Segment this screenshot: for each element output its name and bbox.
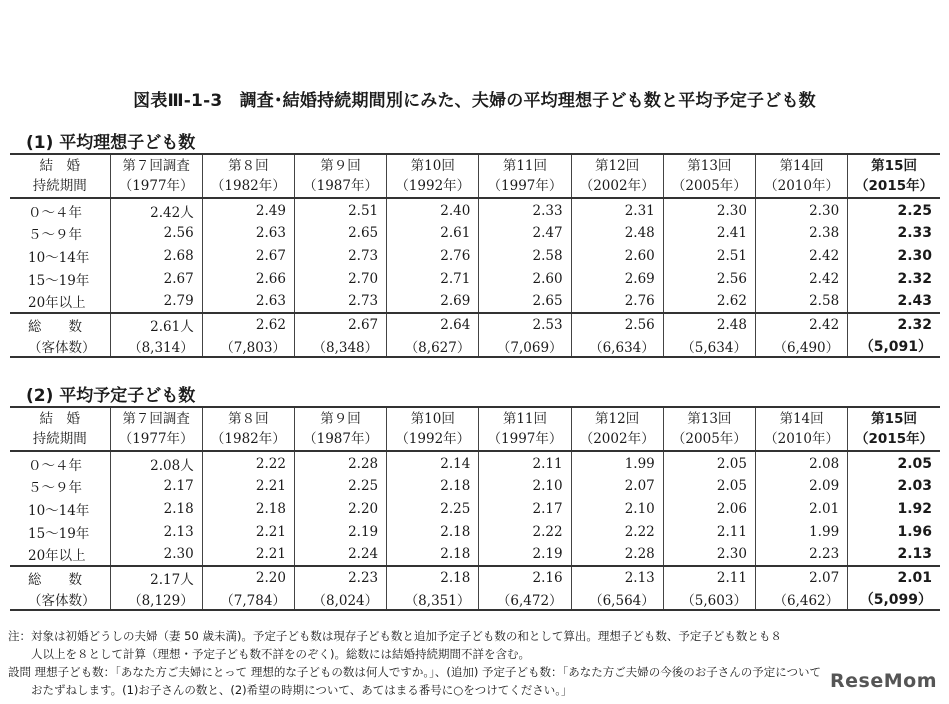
cell-value: （8,129） xyxy=(110,588,202,610)
row-label: 15～19年 xyxy=(28,525,90,542)
header-survey-13: 第13回 （2005年） xyxy=(663,154,755,198)
cell-value: 2.05 xyxy=(663,451,755,474)
cell-value: 2.16 xyxy=(479,566,571,588)
cell-value: （5,603） xyxy=(663,588,755,610)
cell-value: 2.38 xyxy=(755,221,847,244)
cell-value: 2.30 xyxy=(663,198,755,221)
cell-value: 2.62 xyxy=(663,290,755,313)
count-row xyxy=(10,588,940,610)
cell-value: （6,490） xyxy=(755,335,847,357)
header-survey-15: 第15回 （2015年） xyxy=(848,154,940,198)
cell-value: 2.18 xyxy=(387,566,479,588)
cell-value: 2.41 xyxy=(663,221,755,244)
cell-value: 2.05 xyxy=(848,451,940,474)
cell-value: 2.63 xyxy=(202,290,294,313)
row-label: 20年以上 xyxy=(10,290,110,313)
cell-value: （6,472） xyxy=(479,588,571,610)
cell-value: 2.73 xyxy=(294,244,386,267)
cell-value: 2.67 xyxy=(294,313,386,335)
cell-value: 2.06 xyxy=(663,497,755,520)
cell-value: 2.56 xyxy=(571,313,663,335)
cell-value: 2.42 xyxy=(755,313,847,335)
header-survey-12: 第12回 （2002年） xyxy=(571,407,663,451)
cell-value: 2.48 xyxy=(571,221,663,244)
count-row xyxy=(10,335,940,357)
cell-value: 2.42 xyxy=(755,267,847,290)
cell-value: 2.51 xyxy=(663,244,755,267)
cell-value: 2.21 xyxy=(202,543,294,566)
row-label: ５～９年 xyxy=(28,226,82,243)
header-survey-12: 第12回 （2002年） xyxy=(571,154,663,198)
header-survey-7: 第７回調査 （1977年） xyxy=(110,407,202,451)
cell-value: 2.30 xyxy=(848,244,940,267)
row-label: ０～４年 xyxy=(28,205,82,221)
cell-value: 2.76 xyxy=(387,244,479,267)
table-row xyxy=(10,267,940,290)
resemom-logo: ReseMom xyxy=(830,670,937,692)
cell-value: 2.43 xyxy=(848,290,940,313)
header-survey-9: 第９回 （1987年） xyxy=(294,154,386,198)
table-row xyxy=(10,520,940,543)
cell-value: 1.96 xyxy=(848,520,940,543)
cell-value: 2.51 xyxy=(294,198,386,221)
notes xyxy=(8,627,943,699)
table-row xyxy=(10,451,940,474)
cell-value: 2.64 xyxy=(387,313,479,335)
cell-value: （5,099） xyxy=(848,588,940,610)
row-label: 総 数 xyxy=(28,571,82,588)
cell-value: 2.61人 xyxy=(110,313,202,335)
cell-value: （5,091） xyxy=(848,335,940,357)
note-line: おたずねします。(1)お子さんの数と、(2)希望の時期について、あてはまる番号に○をつけてください。」 xyxy=(8,683,573,697)
table-row xyxy=(10,198,940,221)
cell-value: 2.68 xyxy=(110,244,202,267)
cell-value: 2.17人 xyxy=(110,566,202,588)
cell-value: 2.20 xyxy=(294,497,386,520)
cell-value: 2.20 xyxy=(202,566,294,588)
cell-value: 2.18 xyxy=(387,520,479,543)
cell-value: 2.11 xyxy=(663,566,755,588)
cell-value: 2.49 xyxy=(202,198,294,221)
cell-value: 2.13 xyxy=(571,566,663,588)
cell-value: 2.23 xyxy=(755,543,847,566)
header-survey-8: 第８回 （1982年） xyxy=(202,407,294,451)
note-line: 設問 理想子ども数：「あなた方ご夫婦にとって 理想的な子どもの数は何人ですか。」、(追加) 予定子ども数：「あなた方ご夫婦の今後のお子さんの予定について xyxy=(8,665,821,679)
cell-value: 2.69 xyxy=(387,290,479,313)
header-survey-13: 第13回 （2005年） xyxy=(663,407,755,451)
cell-value: （5,634） xyxy=(663,335,755,357)
row-label: 10～14年 xyxy=(28,249,90,266)
cell-value: 2.56 xyxy=(663,267,755,290)
table-row xyxy=(10,244,940,267)
table-row xyxy=(10,474,940,497)
cell-value: 2.09 xyxy=(755,474,847,497)
cell-value: 2.23 xyxy=(294,566,386,588)
cell-value: 2.08人 xyxy=(110,451,202,474)
cell-value: 2.07 xyxy=(755,566,847,588)
table-row xyxy=(10,221,940,244)
header-survey-10: 第10回 （1992年） xyxy=(387,154,479,198)
header-survey-15: 第15回 （2015年） xyxy=(848,407,940,451)
cell-value: （7,069） xyxy=(479,335,571,357)
cell-value: 2.05 xyxy=(663,474,755,497)
row-label: （客体数） xyxy=(10,335,110,357)
cell-value: 2.07 xyxy=(571,474,663,497)
header-survey-11: 第11回 （1997年） xyxy=(479,407,571,451)
cell-value: （8,024） xyxy=(294,588,386,610)
cell-value: 2.08 xyxy=(755,451,847,474)
header-survey-14: 第14回 （2010年） xyxy=(755,154,847,198)
cell-value: 2.22 xyxy=(202,451,294,474)
row-label: ５～９年 xyxy=(28,479,82,496)
cell-value: （6,462） xyxy=(755,588,847,610)
cell-value: 2.18 xyxy=(387,474,479,497)
cell-value: 1.99 xyxy=(571,451,663,474)
header-survey-9: 第９回 （1987年） xyxy=(294,407,386,451)
row-label: （客体数） xyxy=(10,588,110,610)
cell-value: 1.92 xyxy=(848,497,940,520)
cell-value: （8,314） xyxy=(110,335,202,357)
header-survey-14: 第14回 （2010年） xyxy=(755,407,847,451)
figure-title: 図表Ⅲ-1-3 調査･結婚持続期間別にみた、夫婦の平均理想子ども数と平均予定子ども数 xyxy=(133,91,816,111)
table-row xyxy=(10,497,940,520)
cell-value: （8,351） xyxy=(387,588,479,610)
cell-value: 2.18 xyxy=(387,543,479,566)
total-row xyxy=(10,566,940,588)
cell-value: 2.25 xyxy=(294,474,386,497)
cell-value: 2.22 xyxy=(479,520,571,543)
cell-value: 2.32 xyxy=(848,267,940,290)
cell-value: 1.99 xyxy=(755,520,847,543)
header-survey-11: 第11回 （1997年） xyxy=(479,154,571,198)
cell-value: 2.42人 xyxy=(110,198,202,221)
row-label: 15～19年 xyxy=(28,272,90,289)
row-label: 20年以上 xyxy=(10,543,110,566)
cell-value: 2.22 xyxy=(571,520,663,543)
header-marriage-duration: 結 婚 持続期間 xyxy=(10,407,110,451)
cell-value: 2.53 xyxy=(479,313,571,335)
cell-value: 2.76 xyxy=(571,290,663,313)
cell-value: 2.18 xyxy=(110,497,202,520)
cell-value: 2.25 xyxy=(387,497,479,520)
cell-value: 2.67 xyxy=(110,267,202,290)
total-row xyxy=(10,313,940,335)
cell-value: 2.32 xyxy=(848,313,940,335)
table-row xyxy=(10,543,940,566)
cell-value: 2.19 xyxy=(294,520,386,543)
cell-value: （7,803） xyxy=(202,335,294,357)
cell-value: 2.60 xyxy=(479,267,571,290)
cell-value: 2.03 xyxy=(848,474,940,497)
cell-value: 2.33 xyxy=(848,221,940,244)
row-label: ０～４年 xyxy=(28,458,82,474)
cell-value: 2.24 xyxy=(294,543,386,566)
cell-value: 2.30 xyxy=(110,543,202,566)
cell-value: （6,564） xyxy=(571,588,663,610)
cell-value: 2.19 xyxy=(479,543,571,566)
cell-value: 2.42 xyxy=(755,244,847,267)
cell-value: 2.61 xyxy=(387,221,479,244)
cell-value: 2.28 xyxy=(571,543,663,566)
cell-value: 2.17 xyxy=(110,474,202,497)
cell-value: （8,627） xyxy=(387,335,479,357)
cell-value: （6,634） xyxy=(571,335,663,357)
cell-value: 2.25 xyxy=(848,198,940,221)
cell-value: 2.70 xyxy=(294,267,386,290)
cell-value: 2.69 xyxy=(571,267,663,290)
row-label: 総 数 xyxy=(28,318,82,335)
cell-value: 2.18 xyxy=(202,497,294,520)
cell-value: 2.56 xyxy=(110,221,202,244)
cell-value: 2.79 xyxy=(110,290,202,313)
cell-value: 2.58 xyxy=(755,290,847,313)
table-row xyxy=(10,290,940,313)
cell-value: 2.65 xyxy=(294,221,386,244)
cell-value: 2.30 xyxy=(755,198,847,221)
header-survey-8: 第８回 （1982年） xyxy=(202,154,294,198)
cell-value: 2.47 xyxy=(479,221,571,244)
cell-value: 2.67 xyxy=(202,244,294,267)
cell-value: 2.40 xyxy=(387,198,479,221)
cell-value: 2.01 xyxy=(755,497,847,520)
cell-value: 2.21 xyxy=(202,520,294,543)
cell-value: 2.66 xyxy=(202,267,294,290)
cell-value: 2.10 xyxy=(571,497,663,520)
cell-value: 2.13 xyxy=(848,543,940,566)
row-label: 10～14年 xyxy=(28,502,90,519)
planned-children-table xyxy=(10,406,940,611)
cell-value: 2.65 xyxy=(479,290,571,313)
cell-value: 2.13 xyxy=(110,520,202,543)
cell-value: 2.21 xyxy=(202,474,294,497)
header-survey-10: 第10回 （1992年） xyxy=(387,407,479,451)
cell-value: 2.58 xyxy=(479,244,571,267)
cell-value: 2.63 xyxy=(202,221,294,244)
cell-value: 2.28 xyxy=(294,451,386,474)
cell-value: 2.33 xyxy=(479,198,571,221)
section-heading-ideal: (1) 平均理想子ども数 xyxy=(26,133,196,153)
cell-value: 2.30 xyxy=(663,543,755,566)
cell-value: 2.71 xyxy=(387,267,479,290)
header-survey-7: 第７回調査 （1977年） xyxy=(110,154,202,198)
cell-value: 2.31 xyxy=(571,198,663,221)
note-line: 人以上を８として計算（理想・予定子ども数不詳をのぞく)。総数には結婚持続期間不詳を含む。 xyxy=(8,647,530,661)
ideal-children-table xyxy=(10,153,940,358)
cell-value: 2.11 xyxy=(479,451,571,474)
cell-value: 2.62 xyxy=(202,313,294,335)
cell-value: 2.73 xyxy=(294,290,386,313)
cell-value: 2.17 xyxy=(479,497,571,520)
cell-value: 2.48 xyxy=(663,313,755,335)
cell-value: 2.11 xyxy=(663,520,755,543)
cell-value: 2.01 xyxy=(848,566,940,588)
cell-value: 2.14 xyxy=(387,451,479,474)
header-marriage-duration: 結 婚 持続期間 xyxy=(10,154,110,198)
cell-value: （8,348） xyxy=(294,335,386,357)
cell-value: 2.60 xyxy=(571,244,663,267)
section-heading-planned: (2) 平均予定子ども数 xyxy=(26,386,196,406)
cell-value: 2.10 xyxy=(479,474,571,497)
note-line: 注：対象は初婚どうしの夫婦（妻 50 歳未満)。予定子ども数は現存子ども数と追加予定子ども数の和として算出。理想子ども数、予定子ども数とも８ xyxy=(8,629,782,643)
cell-value: （7,784） xyxy=(202,588,294,610)
